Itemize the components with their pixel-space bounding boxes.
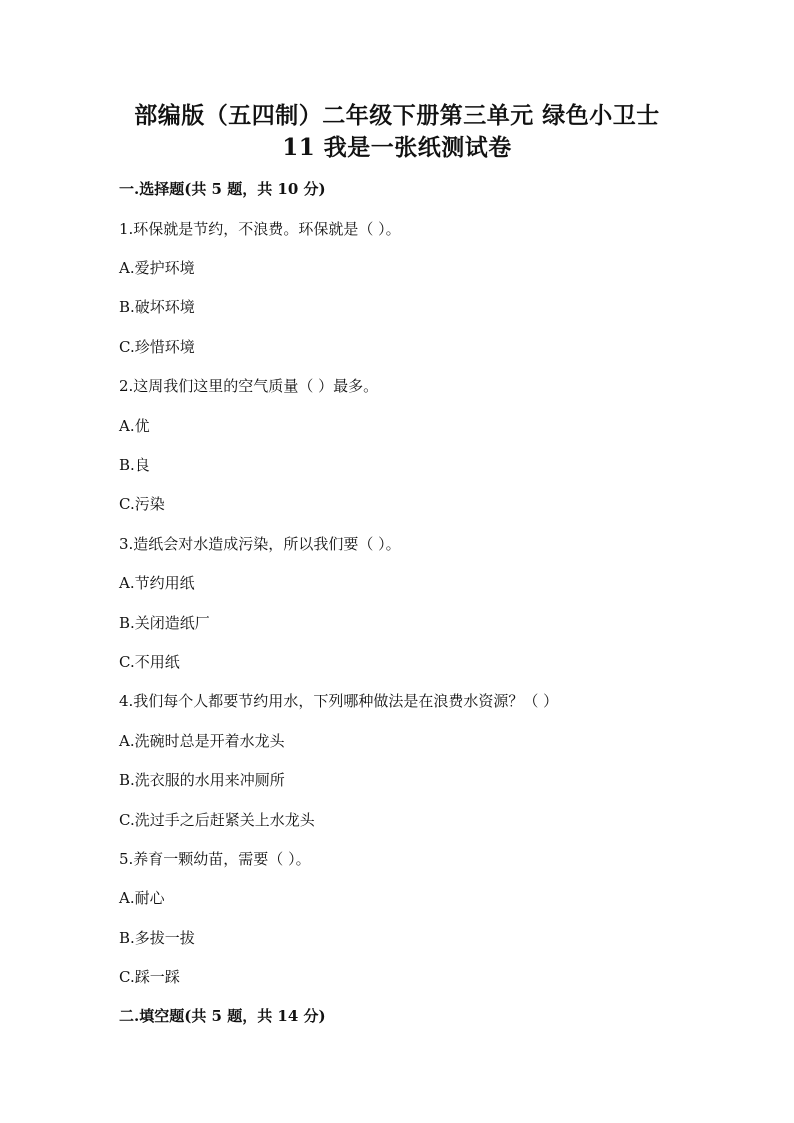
- question-4-option-b: B.洗衣服的水用来冲厕所: [119, 771, 285, 789]
- page-title-line2: 11 我是一张纸测试卷: [282, 134, 512, 161]
- question-5-option-b: B.多拔一拔: [119, 929, 195, 947]
- question-2-option-b: B.良: [119, 456, 150, 474]
- question-3-option-c: C.不用纸: [119, 653, 180, 671]
- question-4-option-c: C.洗过手之后赶紧关上水龙头: [119, 811, 315, 829]
- section-heading-choice: 一.选择题(共 5 题，共 10 分): [119, 180, 326, 198]
- question-1-option-b: B.破坏环境: [119, 298, 195, 316]
- question-5-option-a: A.耐心: [119, 889, 165, 907]
- question-1-option-c: C.珍惜环境: [119, 338, 195, 356]
- question-4: 4.我们每个人都要节约用水，下列哪种做法是在浪费水资源？（ ）: [119, 692, 559, 710]
- question-1: 1.环保就是节约，不浪费。环保就是（ ）。: [119, 220, 401, 238]
- question-2-option-c: C.污染: [119, 495, 165, 513]
- question-3-option-a: A.节约用纸: [119, 574, 195, 592]
- question-3: 3.造纸会对水造成污染，所以我们要（ ）。: [119, 535, 401, 553]
- question-4-option-a: A.洗碗时总是开着水龙头: [119, 732, 285, 750]
- question-2-option-a: A.优: [119, 417, 150, 435]
- question-5: 5.养育一颗幼苗，需要（ ）。: [119, 850, 311, 868]
- question-2: 2.这周我们这里的空气质量（ ）最多。: [119, 377, 379, 395]
- page-title-line1: 部编版（五四制）二年级下册第三单元 绿色小卫士: [134, 102, 660, 129]
- question-5-option-c: C.踩一踩: [119, 968, 180, 986]
- section-heading-fill-blank: 二.填空题(共 5 题，共 14 分): [119, 1007, 326, 1025]
- question-1-option-a: A.爱护环境: [119, 259, 195, 277]
- question-3-option-b: B.关闭造纸厂: [119, 614, 210, 632]
